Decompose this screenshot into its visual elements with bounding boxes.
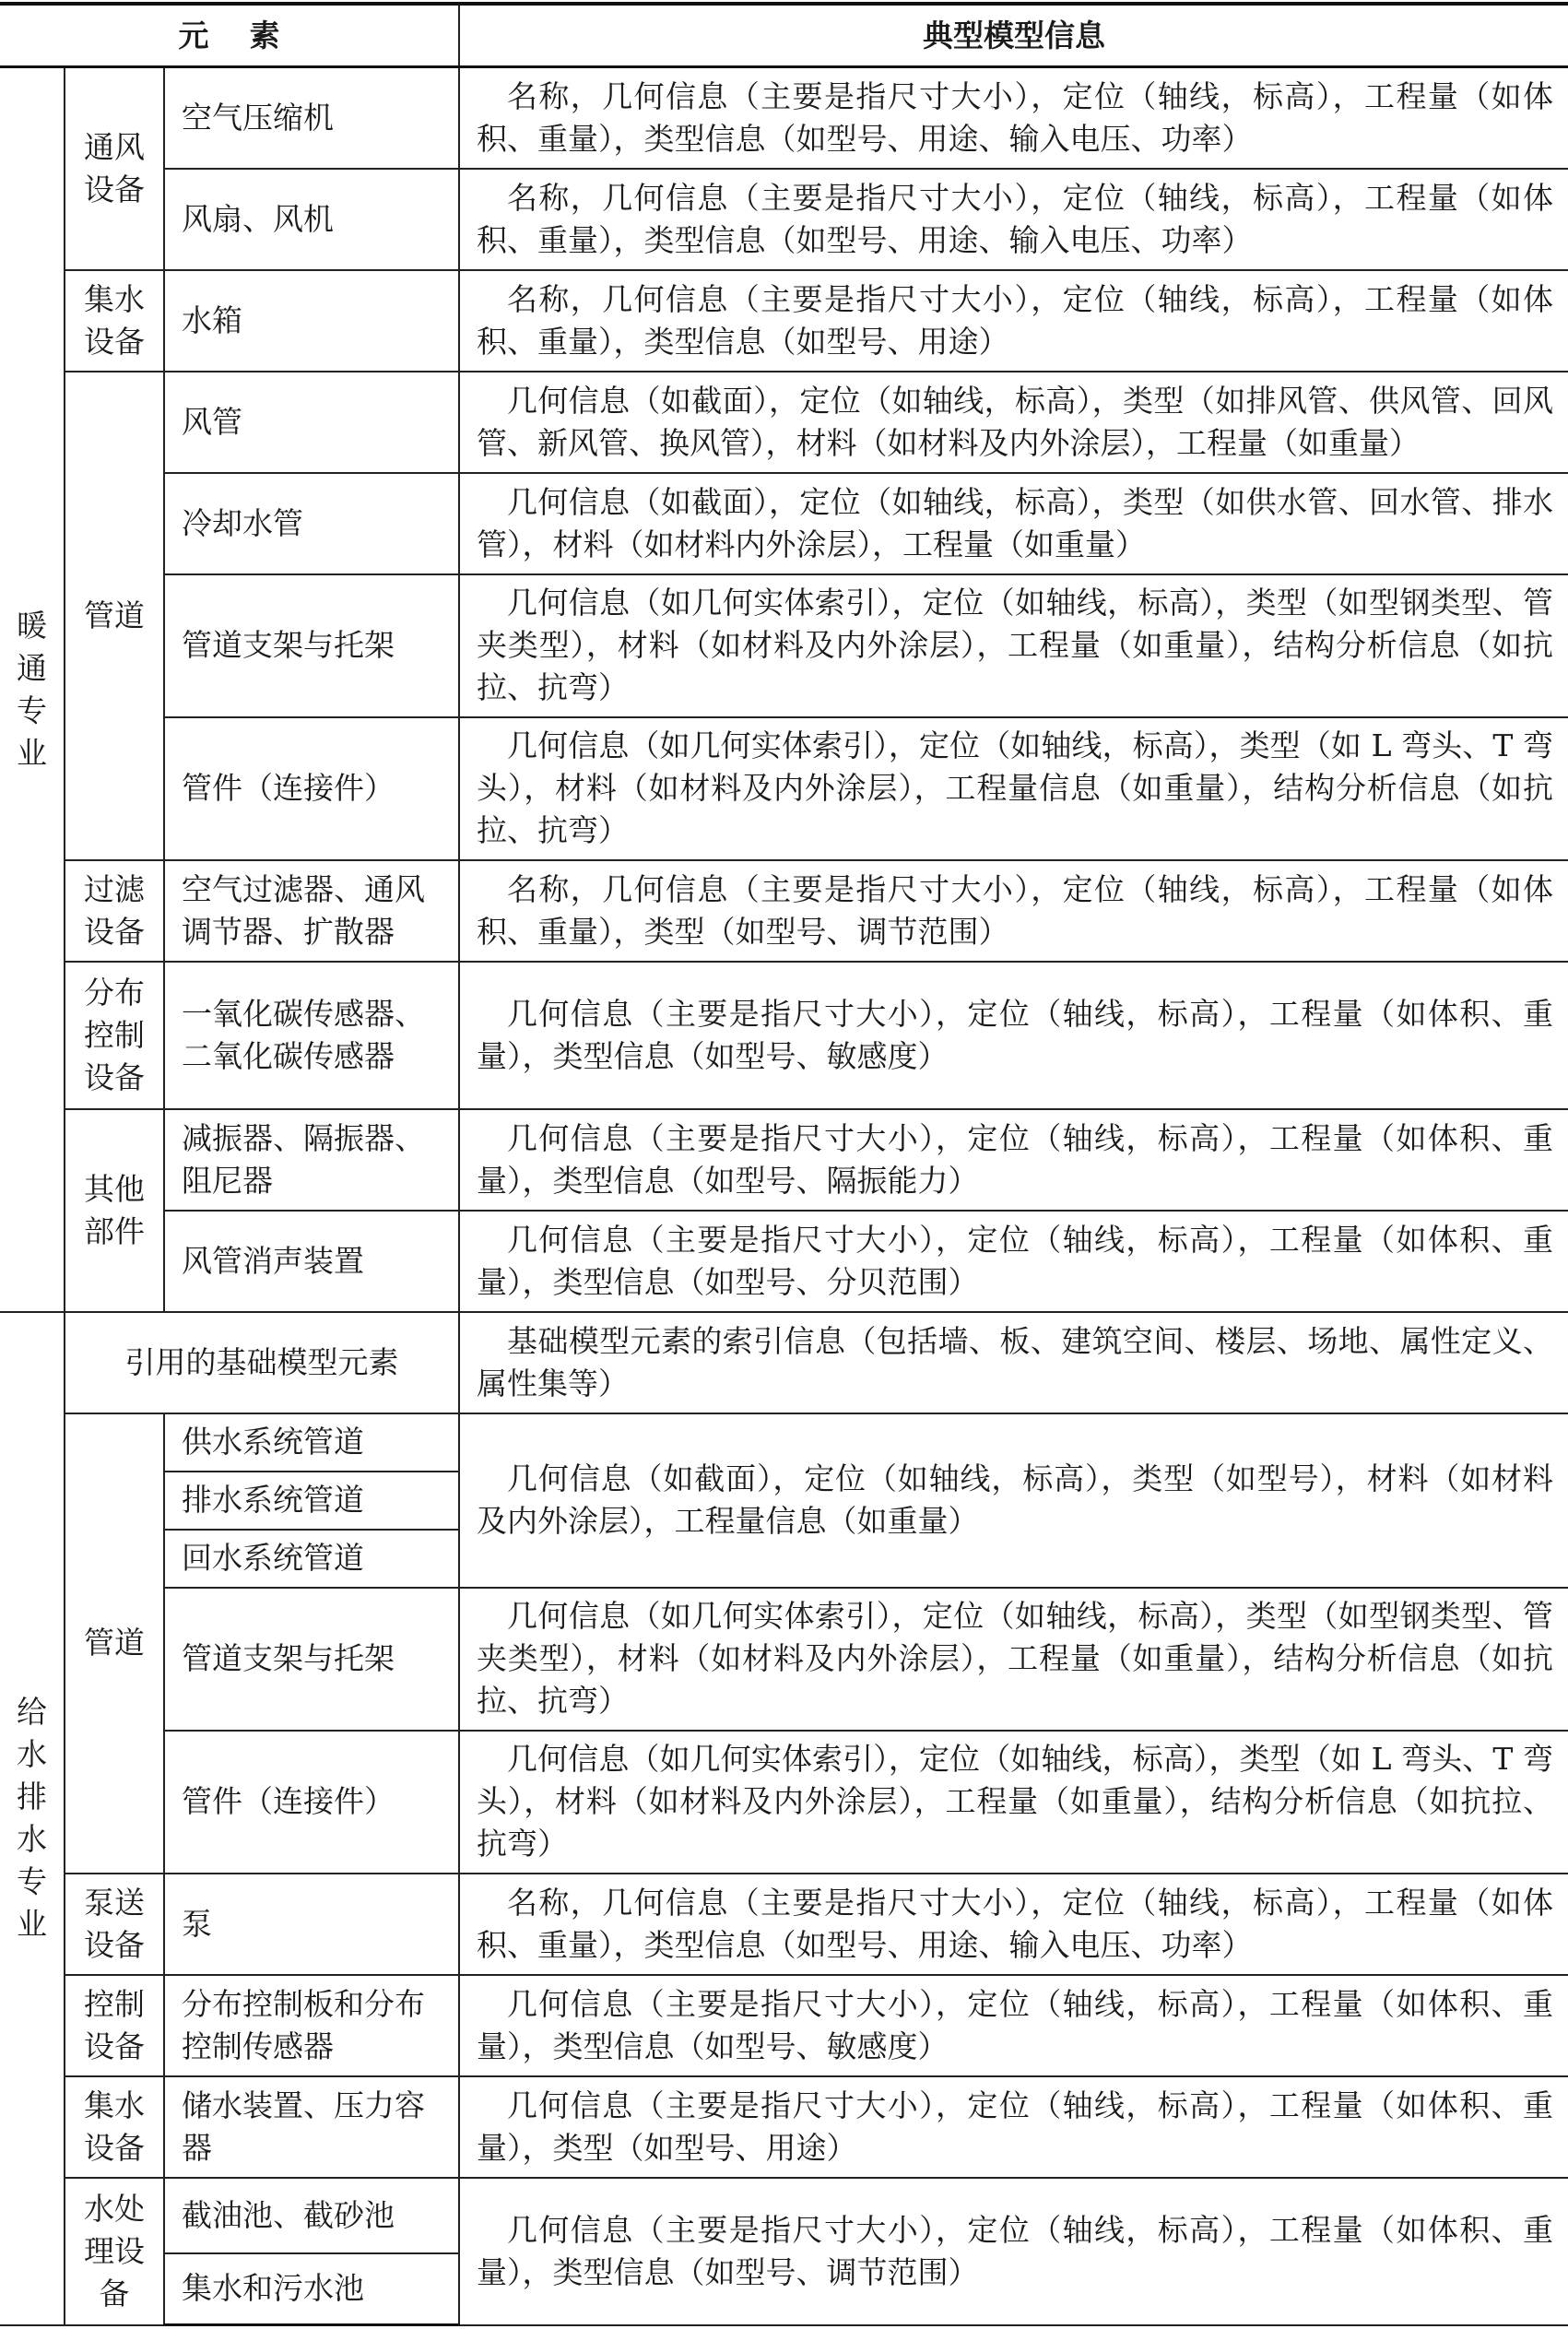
category-ventilation-equipment: 通风设备 <box>65 67 164 270</box>
model-info: 几何信息（如几何实体索引），定位（如轴线，标高），类型（如 L 弯头、T 弯头），材料（如材料及内外涂层），工程量信息（如重量），结构分析信息（如抗拉、抗弯） <box>459 717 1568 860</box>
model-info: 基础模型元素的索引信息（包括墙、板、建筑空间、楼层、场地、属性定义、属性集等） <box>459 1312 1568 1413</box>
element-name: 水箱 <box>164 270 459 372</box>
element-name: 集水和污水池 <box>164 2253 459 2325</box>
model-info: 名称，几何信息（主要是指尺寸大小），定位（轴线，标高），工程量（如体积、重量），类型信息（如型号、用途、输入电压、功率） <box>459 169 1568 270</box>
category-water-treatment-equipment: 水处理设备 <box>65 2178 164 2325</box>
category-pipes: 管道 <box>65 1413 164 1874</box>
model-info: 几何信息（如几何实体索引），定位（如轴线，标高），类型（如型钢类型、管夹类型），材料（如材料及内外涂层），工程量（如重量），结构分析信息（如抗拉、抗弯） <box>459 574 1568 717</box>
model-info: 几何信息（如截面），定位（如轴线，标高），类型（如排风管、供风管、回风管、新风管、换风管），材料（如材料及内外涂层），工程量（如重量） <box>459 372 1568 473</box>
element-name: 储水装置、压力容器 <box>164 2076 459 2178</box>
model-info: 几何信息（主要是指尺寸大小），定位（轴线，标高），工程量（如体积、重量），类型信息（如型号、敏感度） <box>459 1975 1568 2076</box>
element-name: 一氧化碳传感器、二氧化碳传感器 <box>164 962 459 1109</box>
model-info: 名称，几何信息（主要是指尺寸大小），定位（轴线，标高），工程量（如体积、重量），类型信息（如型号、用途） <box>459 270 1568 372</box>
table-row <box>0 473 1568 574</box>
element-name: 冷却水管 <box>164 473 459 574</box>
table-row <box>0 717 1568 860</box>
header-typical-model-info: 典型模型信息 <box>459 4 1568 67</box>
table-row <box>0 270 1568 372</box>
element-name: 截油池、截砂池 <box>164 2178 459 2253</box>
table-row <box>0 1731 1568 1874</box>
model-info: 几何信息（如几何实体索引），定位（如轴线，标高），类型（如 L 弯头、T 弯头），材料（如材料及内外涂层），工程量（如重量），结构分析信息（如抗拉、抗弯） <box>459 1731 1568 1874</box>
element-name: 风管消声装置 <box>164 1211 459 1312</box>
table-row <box>0 574 1568 717</box>
element-name: 引用的基础模型元素 <box>65 1312 459 1413</box>
table-row <box>0 1312 1568 1413</box>
table-row <box>0 1975 1568 2076</box>
table-row <box>0 1109 1568 1211</box>
category-water-collection-equipment: 集水设备 <box>65 270 164 372</box>
element-name: 减振器、隔振器、阻尼器 <box>164 1109 459 1211</box>
category-filter-equipment: 过滤设备 <box>65 860 164 962</box>
major-water-supply-drainage: 给水排水专业 <box>0 1312 65 2325</box>
element-name: 风管 <box>164 372 459 473</box>
major-hvac: 暖通专业 <box>0 67 65 1312</box>
table-row <box>0 372 1568 473</box>
table-row <box>0 1413 1568 1472</box>
element-name: 回水系统管道 <box>164 1530 459 1588</box>
header-element: 元素 <box>0 4 459 67</box>
category-other-parts: 其他部件 <box>65 1109 164 1312</box>
category-distributed-control-equipment: 分布控制设备 <box>65 962 164 1109</box>
table-row <box>0 2076 1568 2178</box>
model-info: 名称，几何信息（主要是指尺寸大小），定位（轴线，标高），工程量（如体积、重量），类型信息（如型号、用途、输入电压、功率） <box>459 1874 1568 1975</box>
bim-model-info-table <box>0 2 1568 2326</box>
element-name: 管件（连接件） <box>164 1731 459 1874</box>
table-row <box>0 1874 1568 1975</box>
table-row <box>0 860 1568 962</box>
model-info: 名称，几何信息（主要是指尺寸大小），定位（轴线，标高），工程量（如体积、重量），类型（如型号、调节范围） <box>459 860 1568 962</box>
table-row <box>0 1588 1568 1731</box>
model-info: 几何信息（如截面），定位（如轴线，标高），类型（如供水管、回水管、排水管），材料（如材料内外涂层），工程量（如重量） <box>459 473 1568 574</box>
element-name: 空气过滤器、通风调节器、扩散器 <box>164 860 459 962</box>
model-info: 几何信息（主要是指尺寸大小），定位（轴线，标高），工程量（如体积、重量），类型信息（如型号、调节范围） <box>459 2178 1568 2325</box>
model-info: 几何信息（如几何实体索引），定位（如轴线，标高），类型（如型钢类型、管夹类型），材料（如材料及内外涂层），工程量（如重量），结构分析信息（如抗拉、抗弯） <box>459 1588 1568 1731</box>
table-row <box>0 2178 1568 2253</box>
table-row <box>0 1211 1568 1312</box>
model-info: 几何信息（主要是指尺寸大小），定位（轴线，标高），工程量（如体积、重量），类型信息（如型号、分贝范围） <box>459 1211 1568 1312</box>
element-name: 分布控制板和分布控制传感器 <box>164 1975 459 2076</box>
model-info: 几何信息（主要是指尺寸大小），定位（轴线，标高），工程量（如体积、重量），类型（如型号、用途） <box>459 2076 1568 2178</box>
category-pipes: 管道 <box>65 372 164 860</box>
table-header-row <box>0 4 1568 67</box>
model-info: 几何信息（主要是指尺寸大小），定位（轴线，标高），工程量（如体积、重量），类型信息（如型号、敏感度） <box>459 962 1568 1109</box>
element-name: 管道支架与托架 <box>164 1588 459 1731</box>
element-name: 空气压缩机 <box>164 67 459 169</box>
model-info: 几何信息（主要是指尺寸大小），定位（轴线，标高），工程量（如体积、重量），类型信息（如型号、隔振能力） <box>459 1109 1568 1211</box>
element-name: 排水系统管道 <box>164 1472 459 1530</box>
table-row <box>0 962 1568 1109</box>
element-name: 泵 <box>164 1874 459 1975</box>
element-name: 风扇、风机 <box>164 169 459 270</box>
category-pumping-equipment: 泵送设备 <box>65 1874 164 1975</box>
element-name: 管件（连接件） <box>164 717 459 860</box>
category-water-collection-equipment: 集水设备 <box>65 2076 164 2178</box>
table-row <box>0 169 1568 270</box>
category-control-equipment: 控制设备 <box>65 1975 164 2076</box>
model-info: 几何信息（如截面），定位（如轴线，标高），类型（如型号），材料（如材料及内外涂层），工程量信息（如重量） <box>459 1413 1568 1588</box>
element-name: 管道支架与托架 <box>164 574 459 717</box>
element-name: 供水系统管道 <box>164 1413 459 1472</box>
model-info: 名称，几何信息（主要是指尺寸大小），定位（轴线，标高），工程量（如体积、重量），类型信息（如型号、用途、输入电压、功率） <box>459 67 1568 169</box>
table-row <box>0 67 1568 169</box>
